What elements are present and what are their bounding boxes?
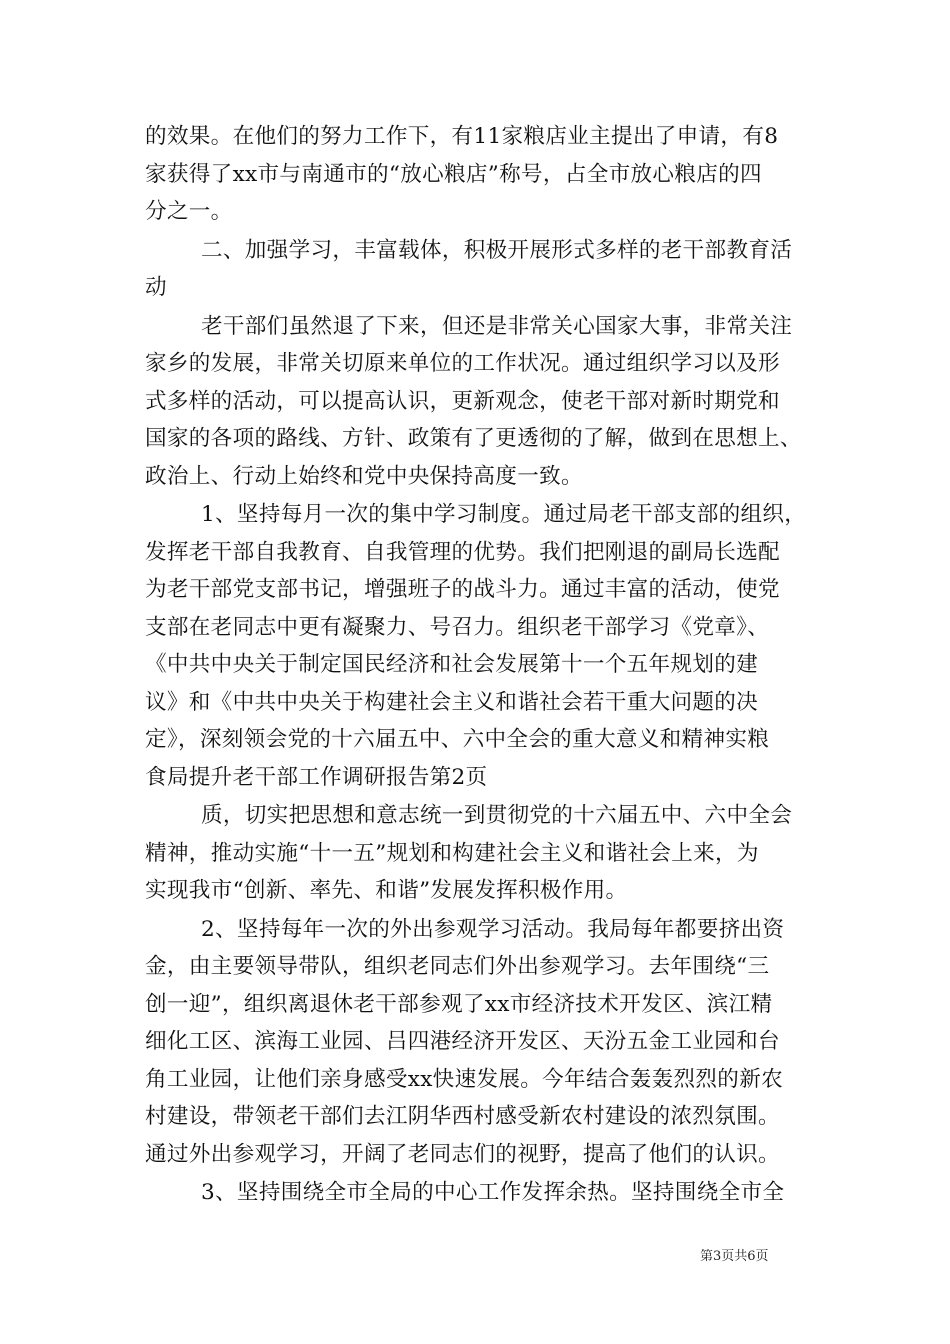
- text-line: 为老干部党支部书记，增强班子的战斗力。通过丰富的活动，使党: [145, 577, 780, 602]
- text-line: 村建设，带领老干部们去江阴华西村感受新农村建设的浓烈氛围。: [145, 1104, 780, 1129]
- text-line: 实现我市“创新、率先、和谐”发展发挥积极作用。: [145, 878, 628, 903]
- document-body: [145, 118, 805, 1213]
- text-line: 老干部们虽然退了下来，但还是非常关心国家大事，非常关注: [201, 313, 793, 339]
- text-line: 通过外出参观学习，开阔了老同志们的视野，提高了他们的认识。: [145, 1141, 780, 1167]
- text-line: 创一迎”，组织离退休老干部参观了xx市经济技术开发区、滨江精: [145, 991, 773, 1017]
- section-heading: [145, 232, 805, 307]
- text-line: 二、加强学习，丰富载体，积极开展形式多样的老干部教育活: [201, 237, 793, 263]
- text-line: 2、坚持每年一次的外出参观学习活动。我局每年都要挤出资: [201, 916, 785, 942]
- text-line: 质，切实把思想和意志统一到贯彻党的十六届五中、六中全会: [201, 803, 793, 828]
- text-line: 国家的各项的路线、方针、政策有了更透彻的了解，做到在思想上、: [145, 426, 802, 451]
- text-line: 的效果。在他们的努力工作下，有11家粮店业主提出了申请，有8: [145, 124, 779, 149]
- text-line: 分之一。: [145, 199, 233, 224]
- text-line: 家乡的发展，非常关切原来单位的工作状况。通过组织学习以及形: [145, 351, 780, 376]
- text-line: 1、坚持每月一次的集中学习制度。通过局老干部支部的组织，: [201, 502, 807, 527]
- text-line: 发挥老干部自我教育、自我管理的优势。我们把刚退的副局长选配: [145, 539, 780, 565]
- text-line: 动: [145, 275, 167, 300]
- text-line: 《中共中央关于制定国民经济和社会发展第十一个五年规划的建: [145, 652, 759, 677]
- text-line: 家获得了xx市与南通市的“放心粮店”称号，占全市放心粮店的四: [145, 161, 762, 187]
- paragraph-continuation: [145, 118, 805, 231]
- text-line: 食局提升老干部工作调研报告第2页: [145, 764, 488, 790]
- text-line: 细化工区、滨海工业园、吕四港经济开发区、天汾五金工业园和台: [145, 1029, 780, 1054]
- paragraph: [145, 308, 805, 496]
- text-line: 定》，深刻领会党的十六届五中、六中全会的重大意义和精神实粮: [145, 727, 770, 752]
- text-line: 精神，推动实施“十一五”规划和构建社会主义和谐社会上来，为: [145, 840, 759, 866]
- text-line: 3、坚持围绕全市全局的中心工作发挥余热。坚持围绕全市全: [201, 1180, 785, 1205]
- paragraph: [145, 496, 805, 796]
- paragraph: [145, 911, 805, 1174]
- text-line: 角工业园，让他们亲身感受xx快速发展。今年结合轰轰烈烈的新农: [145, 1066, 783, 1092]
- text-line: 金，由主要领导带队，组织老同志们外出参观学习。去年围绕“三: [145, 954, 770, 979]
- page-number: 第3页共6页: [700, 1249, 769, 1264]
- paragraph: [145, 1174, 805, 1212]
- text-line: 支部在老同志中更有凝聚力、号召力。组织老干部学习《党章》、: [145, 614, 770, 640]
- text-line: 政治上、行动上始终和党中央保持高度一致。: [145, 463, 583, 489]
- text-line: 议》和《中共中央关于构建社会主义和谐社会若干重大问题的决: [145, 689, 759, 715]
- paragraph: [145, 797, 805, 910]
- text-line: 式多样的活动，可以提高认识，更新观念，使老干部对新时期党和: [145, 388, 780, 414]
